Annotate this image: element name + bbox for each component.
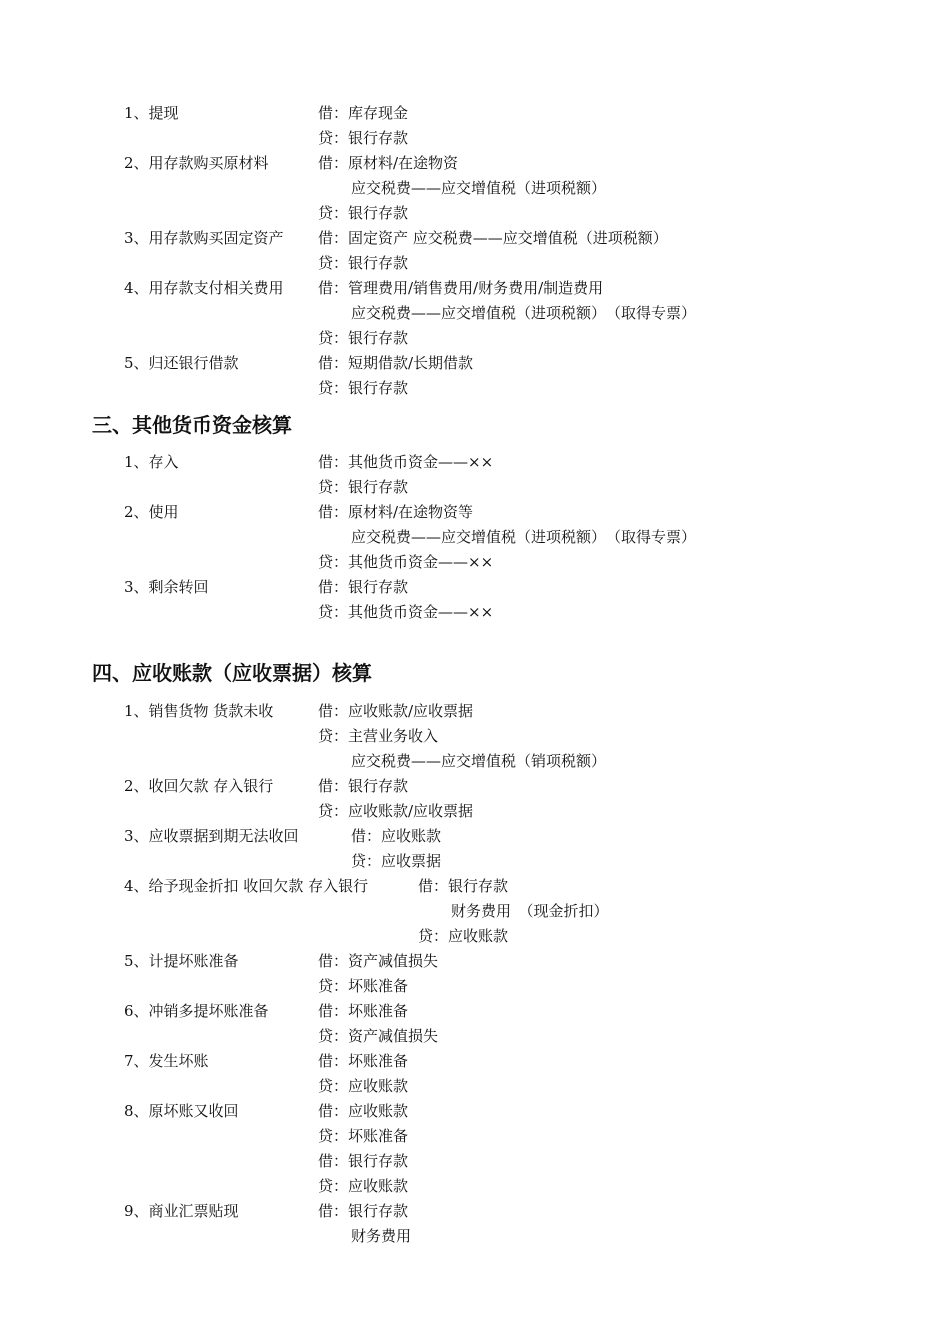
debit-line: 借：库存现金: [318, 104, 409, 122]
debit-line: 借：固定资产 应交税费——应交增值税（进项税额）: [318, 229, 668, 247]
entry-title: 8、原坏账又收回: [124, 1102, 239, 1120]
debit-continuation: 财务费用: [351, 1227, 412, 1245]
entry-title: 9、商业汇票贴现: [124, 1202, 239, 1220]
entry-title: 1、存入: [124, 453, 179, 471]
entry-title: 2、用存款购买原材料: [124, 154, 269, 172]
debit-line: 借：其他货币资金——××: [318, 453, 494, 471]
debit-continuation: 应交税费——应交增值税（进项税额） （取得专票）: [351, 528, 697, 546]
entry-title: 3、剩余转回: [124, 578, 209, 596]
credit-line: 贷：应收票据: [351, 852, 442, 870]
credit-line: 贷：坏账准备: [318, 977, 409, 995]
credit-line: 贷：银行存款: [318, 129, 409, 147]
entry-title: 4、给予现金折扣 收回欠款 存入银行: [124, 877, 369, 895]
entry-title: 6、冲销多提坏账准备: [124, 1002, 269, 1020]
debit-line: 借：应收账款: [351, 827, 442, 845]
credit-line: 贷：应收账款/应收票据: [318, 802, 474, 820]
credit-line: 贷：应收账款: [318, 1077, 409, 1095]
debit-line: 借：应收账款: [318, 1102, 409, 1120]
debit-line: 借：坏账准备: [318, 1052, 409, 1070]
debit-line: 借：银行存款: [318, 1202, 409, 1220]
entry-title: 3、应收票据到期无法收回: [124, 827, 299, 845]
entry-title: 5、归还银行借款: [124, 354, 239, 372]
debit-line: 借：银行存款: [318, 1152, 409, 1170]
credit-line: 贷：其他货币资金——××: [318, 553, 494, 571]
entry-title: 3、用存款购买固定资产: [124, 229, 284, 247]
entry-title: 7、发生坏账: [124, 1052, 209, 1070]
credit-line: 贷：银行存款: [318, 329, 409, 347]
credit-line: 贷：应收账款: [418, 927, 509, 945]
credit-line: 贷：银行存款: [318, 204, 409, 222]
debit-continuation: 应交税费——应交增值税（进项税额）: [351, 179, 607, 197]
debit-line: 借：原材料/在途物资等: [318, 503, 474, 521]
credit-line: 贷：坏账准备: [318, 1127, 409, 1145]
debit-line: 借：资产减值损失: [318, 952, 439, 970]
debit-line: 借：应收账款/应收票据: [318, 702, 474, 720]
credit-continuation: 应交税费——应交增值税（销项税额）: [351, 752, 607, 770]
credit-line: 贷：银行存款: [318, 379, 409, 397]
debit-line: 借：管理费用/销售费用/财务费用/制造费用: [318, 279, 604, 297]
entry-title: 2、使用: [124, 503, 179, 521]
section-heading: 四、应收账款（应收票据）核算: [92, 661, 372, 685]
entry-title: 4、用存款支付相关费用: [124, 279, 284, 297]
entry-title: 2、收回欠款 存入银行: [124, 777, 274, 795]
debit-line: 借：短期借款/长期借款: [318, 354, 474, 372]
entry-title: 5、计提坏账准备: [124, 952, 239, 970]
debit-line: 借：银行存款: [418, 877, 509, 895]
credit-line: 贷：应收账款: [318, 1177, 409, 1195]
credit-line: 贷：银行存款: [318, 254, 409, 272]
debit-line: 借：银行存款: [318, 578, 409, 596]
credit-line: 贷：资产减值损失: [318, 1027, 439, 1045]
credit-line: 贷：银行存款: [318, 478, 409, 496]
debit-line: 借：原材料/在途物资: [318, 154, 459, 172]
debit-continuation: 财务费用 （现金折扣）: [451, 902, 609, 920]
credit-line: 贷：主营业务收入: [318, 727, 439, 745]
debit-continuation: 应交税费——应交增值税（进项税额） （取得专票）: [351, 304, 697, 322]
entry-title: 1、提现: [124, 104, 179, 122]
section-heading: 三、其他货币资金核算: [92, 413, 292, 437]
entry-title: 1、销售货物 货款未收: [124, 702, 274, 720]
debit-line: 借：银行存款: [318, 777, 409, 795]
credit-line: 贷：其他货币资金——××: [318, 603, 494, 621]
debit-line: 借：坏账准备: [318, 1002, 409, 1020]
